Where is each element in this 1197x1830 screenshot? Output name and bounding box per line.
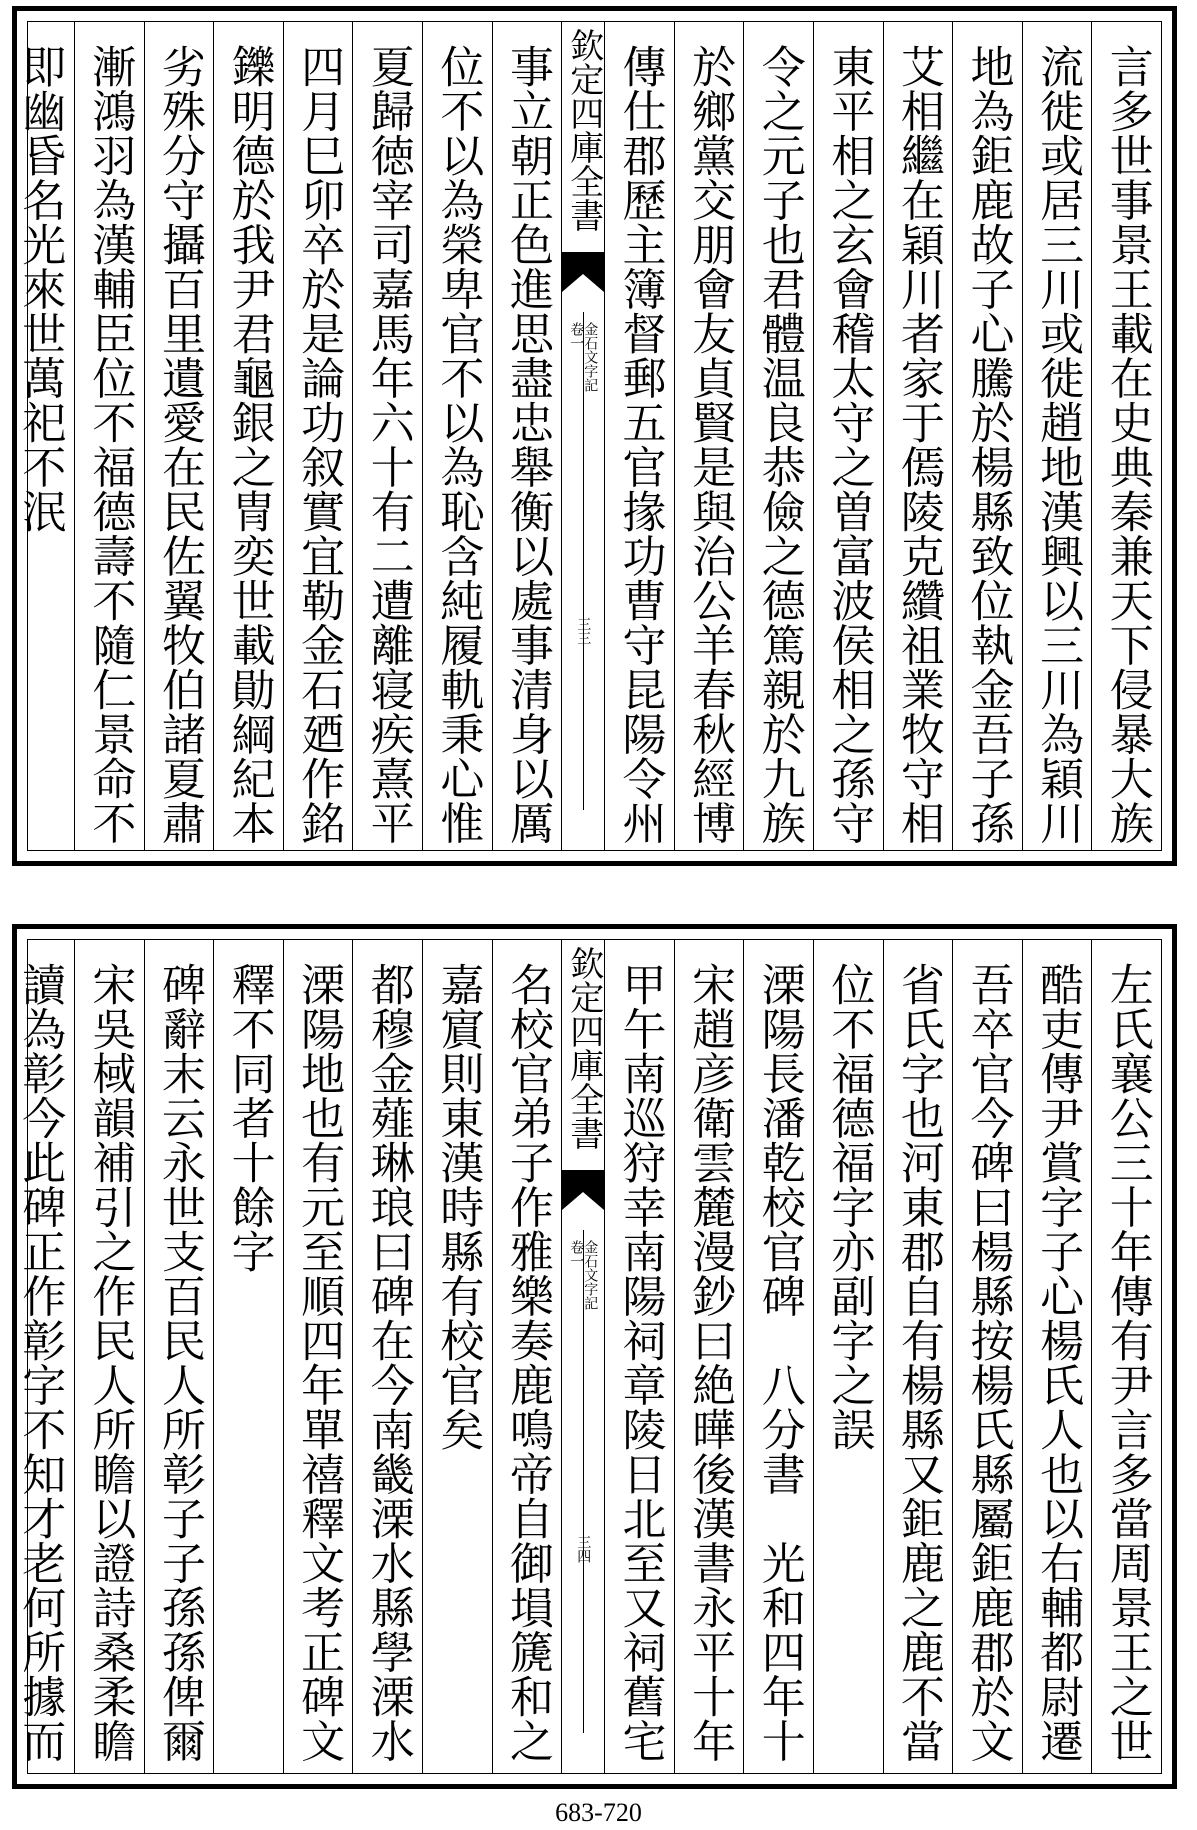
column-text: 地為鉅鹿故子心騰於楊縣致位執金吾子孫 <box>962 44 1014 845</box>
column-text: 都穆金薤琳琅曰碑在今南畿溧水縣學溧水 <box>362 962 414 1763</box>
collection-header: 欽定四庫全書 <box>563 946 604 1150</box>
column-text: 言多世事景王載在史典秦兼天下侵暴大族 <box>1101 44 1153 845</box>
column-text: 位不以為榮卑官不以為恥含純履軌秉心惟 <box>432 44 484 845</box>
image-footer-code: 683-720 <box>555 1798 642 1827</box>
column-text: 吾卒官今碑曰楊縣按楊氏縣屬鉅鹿郡於文 <box>962 962 1014 1763</box>
column-text: 夏歸徳宰司嘉馬年六十有二遭離寝疾熹平 <box>362 44 414 845</box>
column-text: 於鄉黨交朋會友貞賢是與治公羊春秋經博 <box>684 44 736 845</box>
text-column <box>5 22 75 850</box>
fish-tail-mark-icon <box>562 1170 604 1210</box>
column-text: 宋吳棫韻補引之作民人所瞻以證詩桑柔瞻 <box>84 962 136 1763</box>
text-column <box>952 940 1022 1773</box>
text-column <box>492 940 562 1773</box>
column-text: 甲午南巡狩幸南陽祠章陵日北至又祠舊宅 <box>614 962 666 1763</box>
text-column <box>604 940 674 1773</box>
text-column <box>5 940 75 1773</box>
text-column <box>144 22 214 850</box>
collection-header: 欽定四庫全書 <box>563 28 604 232</box>
column-text: 讀為彰今此碑正作彰字不知才老何所據而 <box>14 962 66 1763</box>
fish-tail-mark-icon <box>562 252 604 292</box>
column-text: 四月巳卯卒於是論功叙實宜勒金石廼作銘 <box>293 44 345 845</box>
page-number: 三四 <box>575 1535 592 1563</box>
column-text: 事立朝正色進思盡忠舉衡以處事清身以厲 <box>501 44 553 845</box>
text-column <box>743 940 813 1773</box>
column-text: 令之元子也君體温良恭儉之德篤親於九族 <box>753 44 805 845</box>
volume-label: 卷一 <box>568 1240 585 1268</box>
column-text: 流徙或居三川或徙趙地漢興以三川為穎川 <box>1032 44 1084 845</box>
text-column <box>674 940 744 1773</box>
column-text: 溧陽長潘乾校官碑 八分書 光和四年十 <box>753 962 805 1763</box>
text-column <box>813 22 883 850</box>
column-text: 位不福德福字亦副字之誤 <box>823 962 875 1452</box>
column-text: 鑠明德於我尹君龜銀之冑奕世載勛綱紀本 <box>223 44 275 845</box>
text-column <box>1022 940 1092 1773</box>
column-text: 釋不同者十餘字 <box>223 962 275 1274</box>
text-column <box>743 22 813 850</box>
text-column <box>1091 22 1161 850</box>
text-column <box>492 22 562 850</box>
center-fold-column <box>561 940 604 1773</box>
text-column <box>674 22 744 850</box>
text-column <box>422 940 492 1773</box>
book-title: 金石文字記 <box>582 1240 599 1310</box>
column-text: 溧陽地也有元至順四年單禧釋文考正碑文 <box>293 962 345 1763</box>
page-spread-top <box>12 6 1177 866</box>
text-column <box>144 940 214 1773</box>
page-number: 三三 <box>575 617 592 645</box>
center-fold-column <box>561 22 604 850</box>
text-column <box>352 22 422 850</box>
column-text: 劣殊分守攝百里遺愛在民佐翼牧伯諸夏肅 <box>153 44 205 845</box>
text-column <box>883 940 953 1773</box>
text-column <box>352 940 422 1773</box>
column-text: 嘉賔則東漢時縣有校官矣 <box>432 962 484 1452</box>
text-column <box>952 22 1022 850</box>
text-column <box>883 22 953 850</box>
column-text: 艾相繼在穎川者家于傿陵克纘祖業牧守相 <box>892 44 944 845</box>
column-text: 傳仕郡歷主簿督郵五官掾功曹守昆陽令州 <box>614 44 666 845</box>
text-column <box>283 940 353 1773</box>
volume-label: 卷一 <box>568 322 585 350</box>
page-spread-bottom <box>12 924 1177 1789</box>
text-column <box>604 22 674 850</box>
text-column <box>283 22 353 850</box>
text-column <box>213 22 283 850</box>
page-frame <box>14 21 1162 851</box>
text-column <box>1022 22 1092 850</box>
text-column <box>422 22 492 850</box>
column-text: 即幽昏名光來世萬祀不泯 <box>14 44 66 534</box>
column-text: 漸鴻羽為漢輔臣位不福德壽不隨仁景命不 <box>84 44 136 845</box>
text-column <box>813 940 883 1773</box>
book-title: 金石文字記 <box>582 322 599 392</box>
column-text: 宋趙彦衛雲麓漫鈔曰絶曄後漢書永平十年 <box>684 962 736 1763</box>
column-text: 名校官弟子作雅樂奏鹿鳴帝自御塤篪和之 <box>501 962 553 1763</box>
column-text: 酷吏傳尹賞字子心楊氏人也以右輔都尉遷 <box>1032 962 1084 1763</box>
column-text: 省氏字也河東郡自有楊縣又鉅鹿之鹿不當 <box>892 962 944 1763</box>
column-text: 東平相之玄會稽太守之曽富波侯相之孫守 <box>823 44 875 845</box>
text-column <box>213 940 283 1773</box>
text-column <box>1091 940 1161 1773</box>
column-text: 左氏襄公三十年傳有尹言多當周景王之世 <box>1101 962 1153 1763</box>
text-column <box>74 22 144 850</box>
page-frame <box>14 939 1162 1774</box>
text-column <box>74 940 144 1773</box>
column-text: 碑辭末云永世支百民人所彰子子孫孫俾爾 <box>153 962 205 1763</box>
